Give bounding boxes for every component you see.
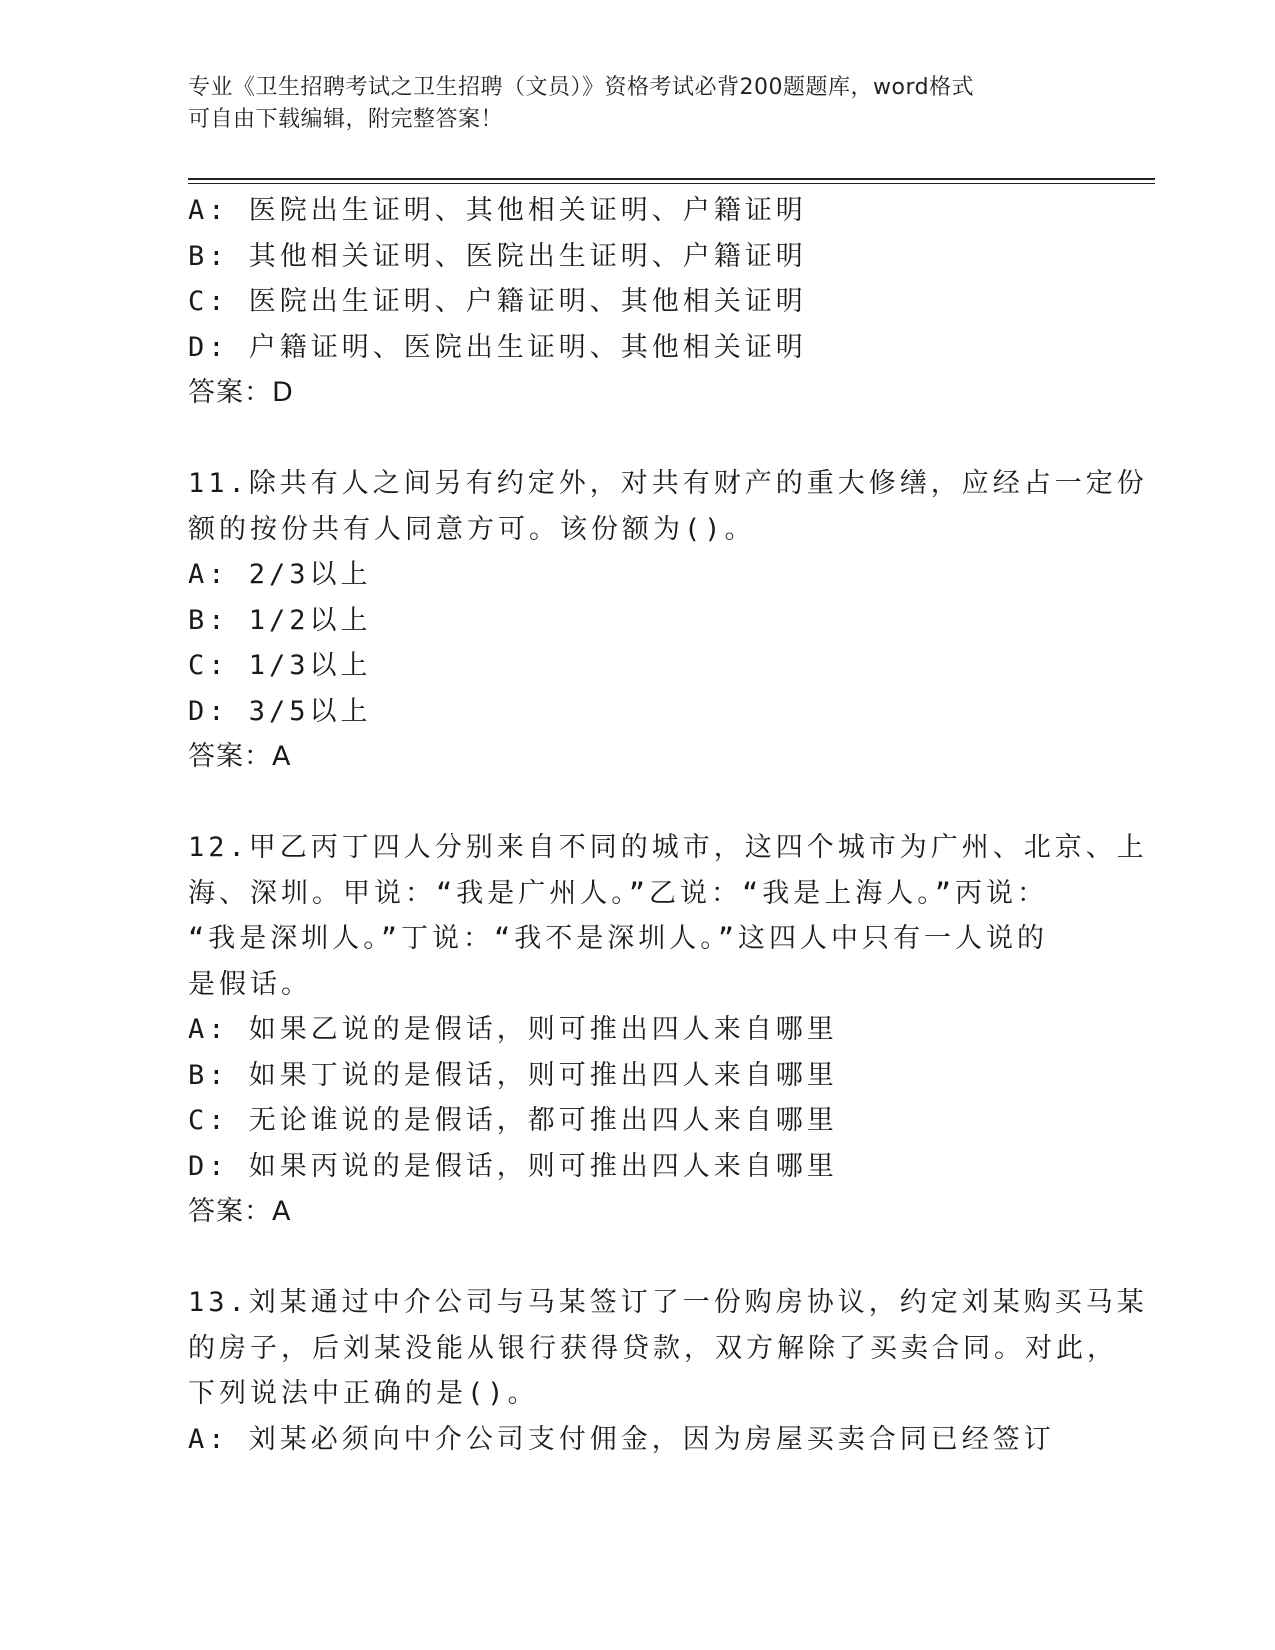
question-content [188,188,1148,1462]
spacer [188,780,1088,826]
option-b: B: 1/2以上 [188,604,372,636]
question-stem: “我是深圳人。”丁说：“我不是深圳人。”这四人中只有一人说的 [188,923,1049,954]
option-a: A: 刘某必须向中介公司支付佣金，因为房屋买卖合同已经签订 [188,1423,1055,1455]
question-stem: 11.除共有人之间另有约定外，对共有财产的重大修缮，应经占一定份 [188,468,1148,499]
answer-label: 答案：D [188,377,294,408]
header-divider-thin [188,183,1155,184]
option-b: B: 如果丁说的是假话，则可推出四人来自哪里 [188,1059,838,1091]
option-a: A: 医院出生证明、其他相关证明、户籍证明 [188,195,807,226]
option-a: A: 2/3以上 [188,559,372,590]
question-stem: 下列说法中正确的是()。 [188,1378,539,1409]
answer-label: 答案：A [188,1196,292,1227]
question-stem: 13.刘某通过中介公司与马某签订了一份购房协议，约定刘某购买马某 [188,1287,1148,1318]
option-a: A: 如果乙说的是假话，则可推出四人来自哪里 [188,1014,838,1045]
question-stem: 12.甲乙丙丁四人分别来自不同的城市，这四个城市为广州、北京、上 [188,832,1148,863]
option-c: C: 医院出生证明、户籍证明、其他相关证明 [188,286,807,317]
question-13-block [188,1280,1148,1462]
option-d: D: 如果丙说的是假话，则可推出四人来自哪里 [188,1150,838,1182]
option-d: D: 户籍证明、医院出生证明、其他相关证明 [188,331,807,363]
spacer [188,416,1088,462]
option-d: D: 3/5以上 [188,695,372,727]
document-header [188,72,1068,136]
header-line-2: 可自由下载编辑，附完整答案！ [188,107,504,132]
question-12-block [188,825,1148,1235]
option-c: C: 1/3以上 [188,650,372,681]
question-10-block [188,188,1088,416]
question-stem: 是假话。 [188,968,312,1000]
spacer [188,1235,1088,1281]
answer-label: 答案：A [188,741,292,772]
header-divider-thick [188,178,1155,180]
header-line-1: 专业《卫生招聘考试之卫生招聘（文员）》资格考试必背200题题库，word格式 [188,75,975,100]
option-b: B: 其他相关证明、医院出生证明、户籍证明 [188,240,807,272]
option-c: C: 无论谁说的是假话，都可推出四人来自哪里 [188,1105,838,1136]
question-stem: 的房子，后刘某没能从银行获得贷款，双方解除了买卖合同。对此， [188,1332,1118,1364]
question-11-block [188,461,1148,780]
question-stem: 额的按份共有人同意方可。该份额为()。 [188,513,756,545]
question-stem: 海、深圳。甲说：“我是广州人。”乙说：“我是上海人。”丙说： [188,877,1049,909]
